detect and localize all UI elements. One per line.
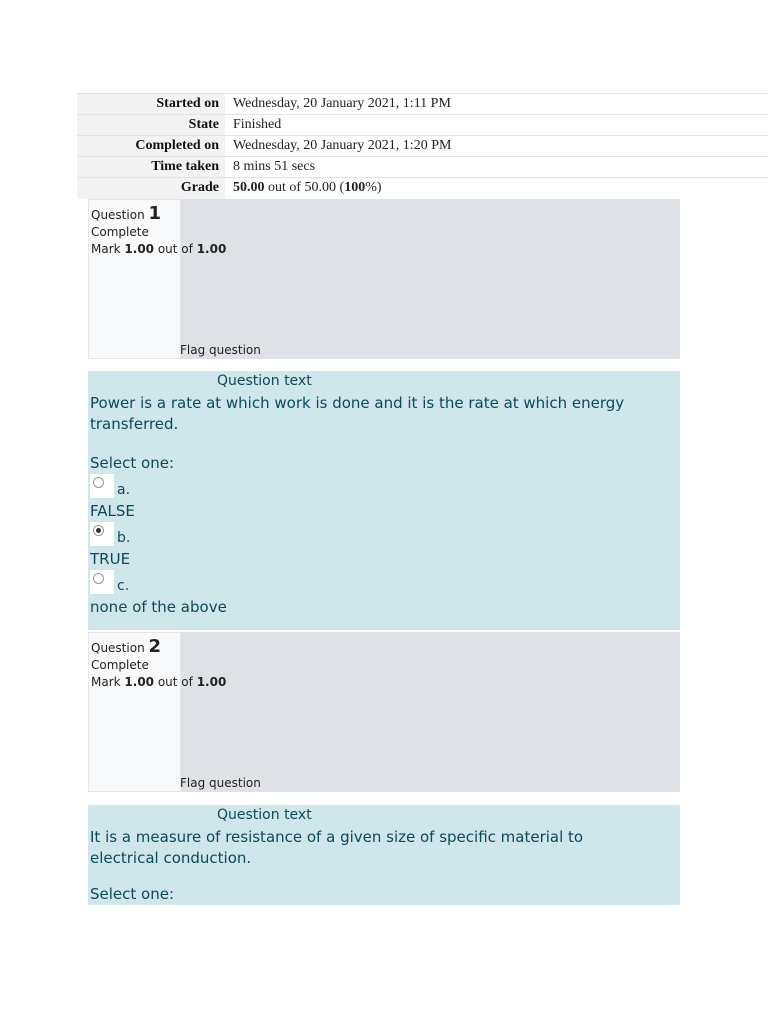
option-letter: c.: [117, 578, 130, 594]
option-letter: b.: [117, 530, 131, 546]
answer-option-c[interactable]: [90, 570, 650, 617]
summary-value: 8 mins 51 secs: [233, 159, 316, 174]
question-text: Power is a rate at which work is done and it is the rate at which energy transferred.: [90, 394, 625, 433]
question-2-info: [88, 632, 680, 792]
question-text-label: Question text: [217, 373, 312, 389]
option-answer: FALSE: [90, 502, 135, 520]
question-mark: Mark 1.00 out of 1.00: [91, 242, 227, 256]
option-answer: none of the above: [90, 598, 227, 616]
grade-out-of: out of 50.00 (: [264, 180, 345, 195]
summary-label: State: [77, 115, 225, 135]
summary-label: Completed on: [77, 136, 225, 156]
answer-option-a[interactable]: [90, 474, 650, 521]
question-state: Complete: [91, 658, 149, 672]
summary-row-time: [77, 157, 768, 178]
question-1-content: [88, 371, 680, 630]
summary-row-grade: [77, 178, 768, 199]
radio-button-checked[interactable]: [93, 525, 104, 536]
summary-row-completed: [77, 136, 768, 157]
summary-label: Time taken: [77, 157, 225, 177]
question-text: It is a measure of resistance of a given size of specific material to electrical conduction.: [90, 828, 584, 867]
option-answer: TRUE: [90, 550, 131, 568]
question-number: Question 2: [91, 636, 162, 657]
flag-question-link[interactable]: Flag question: [180, 776, 261, 790]
grade-suffix: %): [365, 180, 382, 195]
summary-value: [225, 178, 768, 199]
question-2-content: [88, 805, 680, 905]
summary-label: Grade: [77, 178, 225, 199]
question-mark: Mark 1.00 out of 1.00: [91, 675, 227, 689]
flag-question-link[interactable]: Flag question: [180, 343, 261, 357]
radio-button[interactable]: [93, 573, 104, 584]
select-one-prompt: Select one:: [90, 454, 175, 472]
question-number: Question 1: [91, 203, 162, 224]
radio-button[interactable]: [93, 477, 104, 488]
question-1-info: [88, 199, 680, 359]
answer-option-b[interactable]: [90, 522, 650, 569]
summary-label: Started on: [77, 94, 225, 114]
grade-score: 50.00: [233, 180, 265, 195]
select-one-prompt: Select one:: [90, 885, 175, 903]
question-text-label: Question text: [217, 807, 312, 823]
attempt-summary-table: [77, 93, 768, 199]
summary-value: Finished: [233, 117, 282, 132]
grade-percent: 100: [344, 180, 366, 195]
summary-row-started: [77, 94, 768, 115]
question-state: Complete: [91, 225, 149, 239]
summary-value: Wednesday, 20 January 2021, 1:20 PM: [233, 138, 452, 153]
option-letter: a.: [117, 482, 131, 498]
summary-value: Wednesday, 20 January 2021, 1:11 PM: [233, 96, 451, 111]
summary-row-state: [77, 115, 768, 136]
